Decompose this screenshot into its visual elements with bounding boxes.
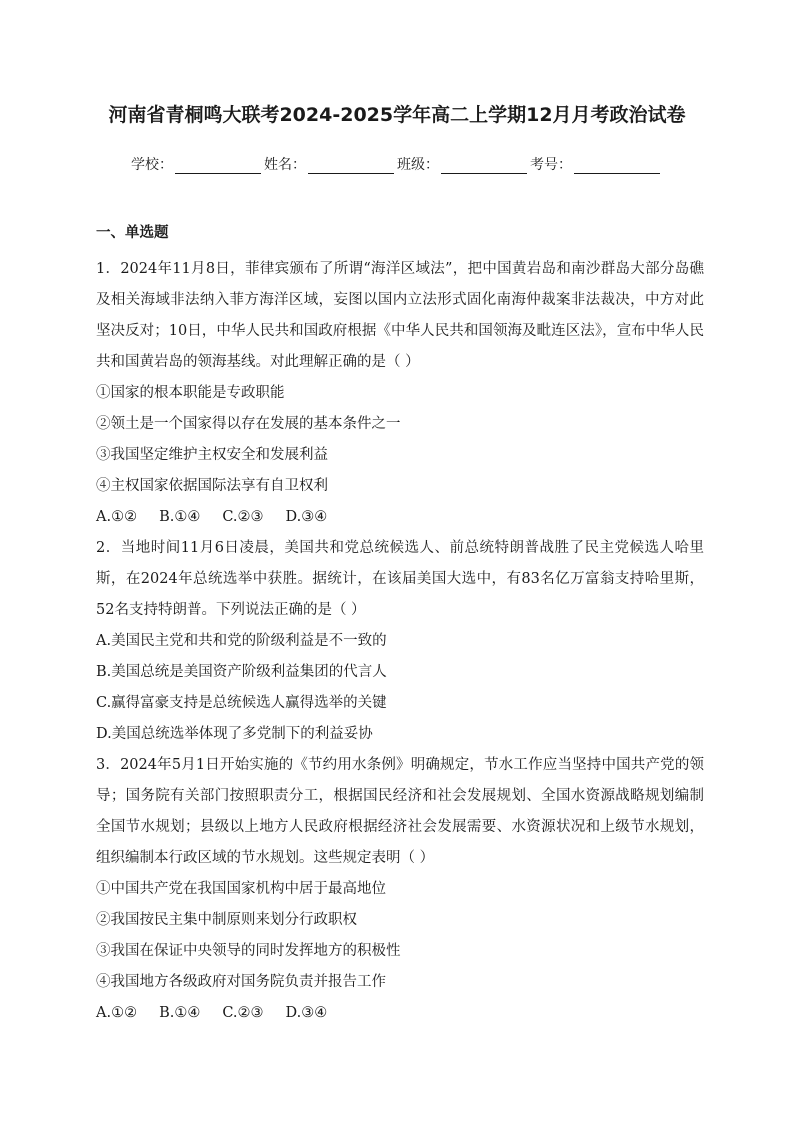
name-blank <box>308 157 394 174</box>
class-field <box>397 154 530 174</box>
question-3-option-d[interactable]: D.③④ <box>285 1005 328 1021</box>
name-field <box>264 154 397 174</box>
class-blank <box>441 157 527 174</box>
exam-no-field <box>530 154 663 174</box>
question-3-option-a[interactable]: A.①② <box>96 1005 138 1021</box>
question-3-option-b[interactable]: B.①④ <box>159 1005 201 1021</box>
question-1-option-b[interactable]: B.①④ <box>159 509 201 525</box>
question-2-option-c[interactable]: C.赢得富豪支持是总统候选人赢得选举的关键 <box>96 695 387 711</box>
question-1-options <box>96 502 327 533</box>
exam-no-blank <box>574 157 660 174</box>
question-2-option-a[interactable]: A.美国民主党和共和党的阶级利益是不一致的 <box>96 633 387 649</box>
question-3-statement-1: ①中国共产党在我国国家机构中居于最高地位 <box>96 881 386 897</box>
question-1-option-d[interactable]: D.③④ <box>285 509 328 525</box>
question-2-stem: 2．当地时间11月6日凌晨，美国共和党总统候选人、前总统特朗普战胜了民主党候选人哈里斯，在2024年总统选举中获胜。据统计，在该届美国大选中，有83名亿万富翁支持哈里斯，52名支持特朗普。下列说法正确的是（ ） <box>96 540 704 618</box>
question-3-options <box>96 998 327 1029</box>
question-3-statement-4: ④我国地方各级政府对国务院负责并报告工作 <box>96 974 386 990</box>
student-info-row <box>0 154 794 174</box>
question-1-statement-4: ④主权国家依据国际法享有自卫权利 <box>96 478 328 494</box>
question-3-stem: 3．2024年5月1日开始实施的《节约用水条例》明确规定，节水工作应当坚持中国共产党的领导；国务院有关部门按照职责分工，根据国民经济和社会发展规划、全国水资源战略规划编制全国节水规划；县级以上地方人民政府根据经济社会发展需要、水资源状况和上级节水规划，组织编制本行政区域的节水规划。这些规定表明（ ） <box>96 757 704 866</box>
question-1-statement-2: ②领土是一个国家得以存在发展的基本条件之一 <box>96 416 401 432</box>
question-3-statement-2: ②我国按民主集中制原则来划分行政职权 <box>96 912 357 928</box>
school-label: 学校： <box>131 157 173 173</box>
page-title: 河南省青桐鸣大联考2024-2025学年高二上学期12月月考政治试卷 <box>108 104 686 126</box>
question-3-statement-3: ③我国在保证中央领导的同时发挥地方的积极性 <box>96 943 401 959</box>
question-1-statement-3: ③我国坚定维护主权安全和发展利益 <box>96 447 328 463</box>
question-2-option-d[interactable]: D.美国总统选举体现了多党制下的利益妥协 <box>96 726 373 742</box>
question-1-statement-1: ①国家的根本职能是专政职能 <box>96 385 285 401</box>
question-3-option-c[interactable]: C.②③ <box>222 1005 264 1021</box>
question-2-option-b[interactable]: B.美国总统是美国资产阶级利益集团的代言人 <box>96 664 387 680</box>
name-label: 姓名： <box>264 157 306 173</box>
school-blank <box>175 157 261 174</box>
section-heading: 一、单选题 <box>96 225 169 241</box>
class-label: 班级： <box>397 157 439 173</box>
question-1-stem: 1．2024年11月8日，菲律宾颁布了所谓“海洋区域法”，把中国黄岩岛和南沙群岛大部分岛礁及相关海域非法纳入菲方海洋区域，妄图以国内立法形式固化南海仲裁案非法裁决，中方对此坚决反对；10日，中华人民共和国政府根据《中华人民共和国领海及毗连区法》，宣布中华人民共和国黄岩岛的领海基线。对此理解正确的是（ ） <box>96 261 704 370</box>
question-1-option-c[interactable]: C.②③ <box>222 509 264 525</box>
exam-no-label: 考号： <box>530 157 572 173</box>
question-1-option-a[interactable]: A.①② <box>96 509 138 525</box>
school-field <box>131 154 264 174</box>
